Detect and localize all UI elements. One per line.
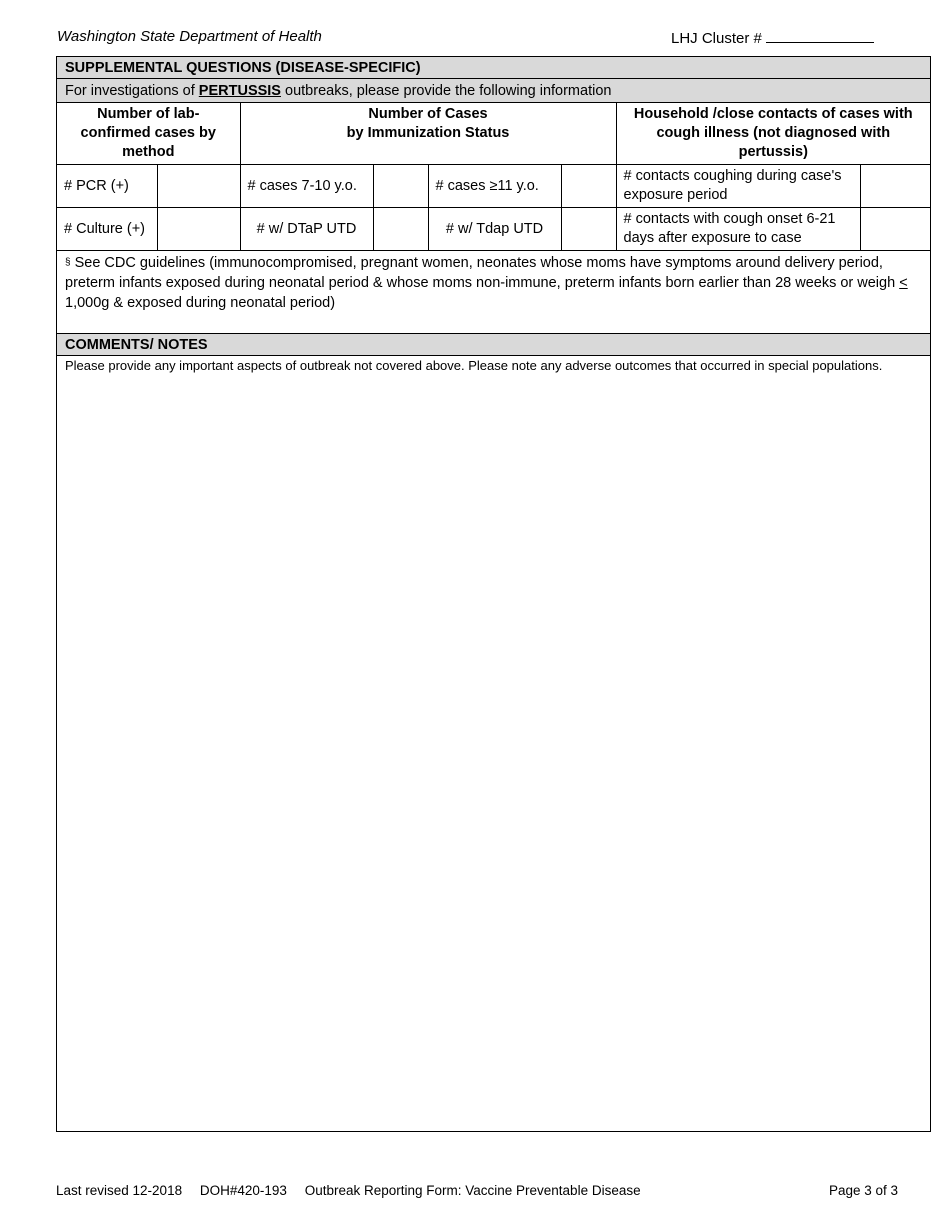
label-cases-11-plus: # cases ≥11 y.o. — [428, 165, 561, 208]
header-contacts: Household /close contacts of cases with cough illness (not diagnosed with pertussis) — [616, 103, 930, 165]
supplemental-title: SUPPLEMENTAL QUESTIONS (DISEASE-SPECIFIC) — [57, 57, 930, 79]
footer-form-name: Outbreak Reporting Form: Vaccine Preventable Disease — [304, 1183, 641, 1198]
comments-instructions: Please provide any important aspects of outbreak not covered above. Please note any adverse outcomes that occurred in special populations. — [65, 358, 883, 373]
header-cases-line1: Number of Cases — [368, 106, 488, 122]
footer-page-number: Page 3 of 3 — [829, 1183, 899, 1198]
input-dtap-utd[interactable] — [373, 208, 428, 251]
input-contacts-onset[interactable] — [860, 208, 930, 251]
note-text-2: 1,000g & exposed during neonatal period) — [65, 295, 336, 311]
label-cases-7-10: # cases 7-10 y.o. — [240, 165, 373, 208]
label-dtap-utd: # w/ DTaP UTD — [240, 208, 373, 251]
label-contacts-onset: # contacts with cough onset 6-21 days after exposure to case — [616, 208, 860, 251]
intro-disease: PERTUSSIS — [198, 83, 281, 99]
input-culture[interactable] — [157, 208, 240, 251]
label-pcr: # PCR (+) — [57, 165, 157, 208]
footer-revised: Last revised 12-2018 — [56, 1183, 183, 1198]
lhj-cluster-label: LHJ Cluster # — [671, 30, 762, 47]
header-cases-line2: by Immunization Status — [346, 125, 510, 141]
note-lte: < — [899, 275, 908, 291]
header-lab-confirmed: Number of lab-confirmed cases by method — [57, 103, 240, 165]
footer-doc-number: DOH#420-193 — [199, 1183, 287, 1198]
header-cases-immunization — [240, 103, 616, 165]
input-pcr[interactable] — [157, 165, 240, 208]
lhj-cluster — [671, 28, 874, 47]
note-text-1: See CDC guidelines (immunocompromised, pregnant women, neonates whose moms have symptoms around delivery period, preterm infants exposed during neonatal period & whose moms non-immune, preterm infants born earlier than 28 weeks or weigh — [65, 255, 896, 291]
comments-title: COMMENTS/ NOTES — [57, 334, 930, 356]
section-mark: § — [65, 257, 71, 268]
agency-name: Washington State Department of Health — [57, 28, 322, 45]
input-cases-11-plus[interactable] — [561, 165, 616, 208]
cdc-guidelines-note — [57, 251, 930, 334]
form-box — [56, 56, 931, 1132]
pertussis-table — [57, 103, 930, 251]
footer — [56, 1183, 655, 1198]
label-tdap-utd: # w/ Tdap UTD — [428, 208, 561, 251]
intro-suffix: outbreaks, please provide the following information — [285, 83, 612, 99]
input-contacts-coughing[interactable] — [860, 165, 930, 208]
intro-prefix: For investigations of — [65, 83, 195, 99]
comments-area[interactable] — [57, 376, 930, 1116]
supplemental-intro — [57, 79, 930, 103]
label-culture: # Culture (+) — [57, 208, 157, 251]
input-cases-7-10[interactable] — [373, 165, 428, 208]
label-contacts-coughing: # contacts coughing during case's exposure period — [616, 165, 860, 208]
lhj-cluster-field[interactable] — [766, 28, 874, 43]
input-tdap-utd[interactable] — [561, 208, 616, 251]
